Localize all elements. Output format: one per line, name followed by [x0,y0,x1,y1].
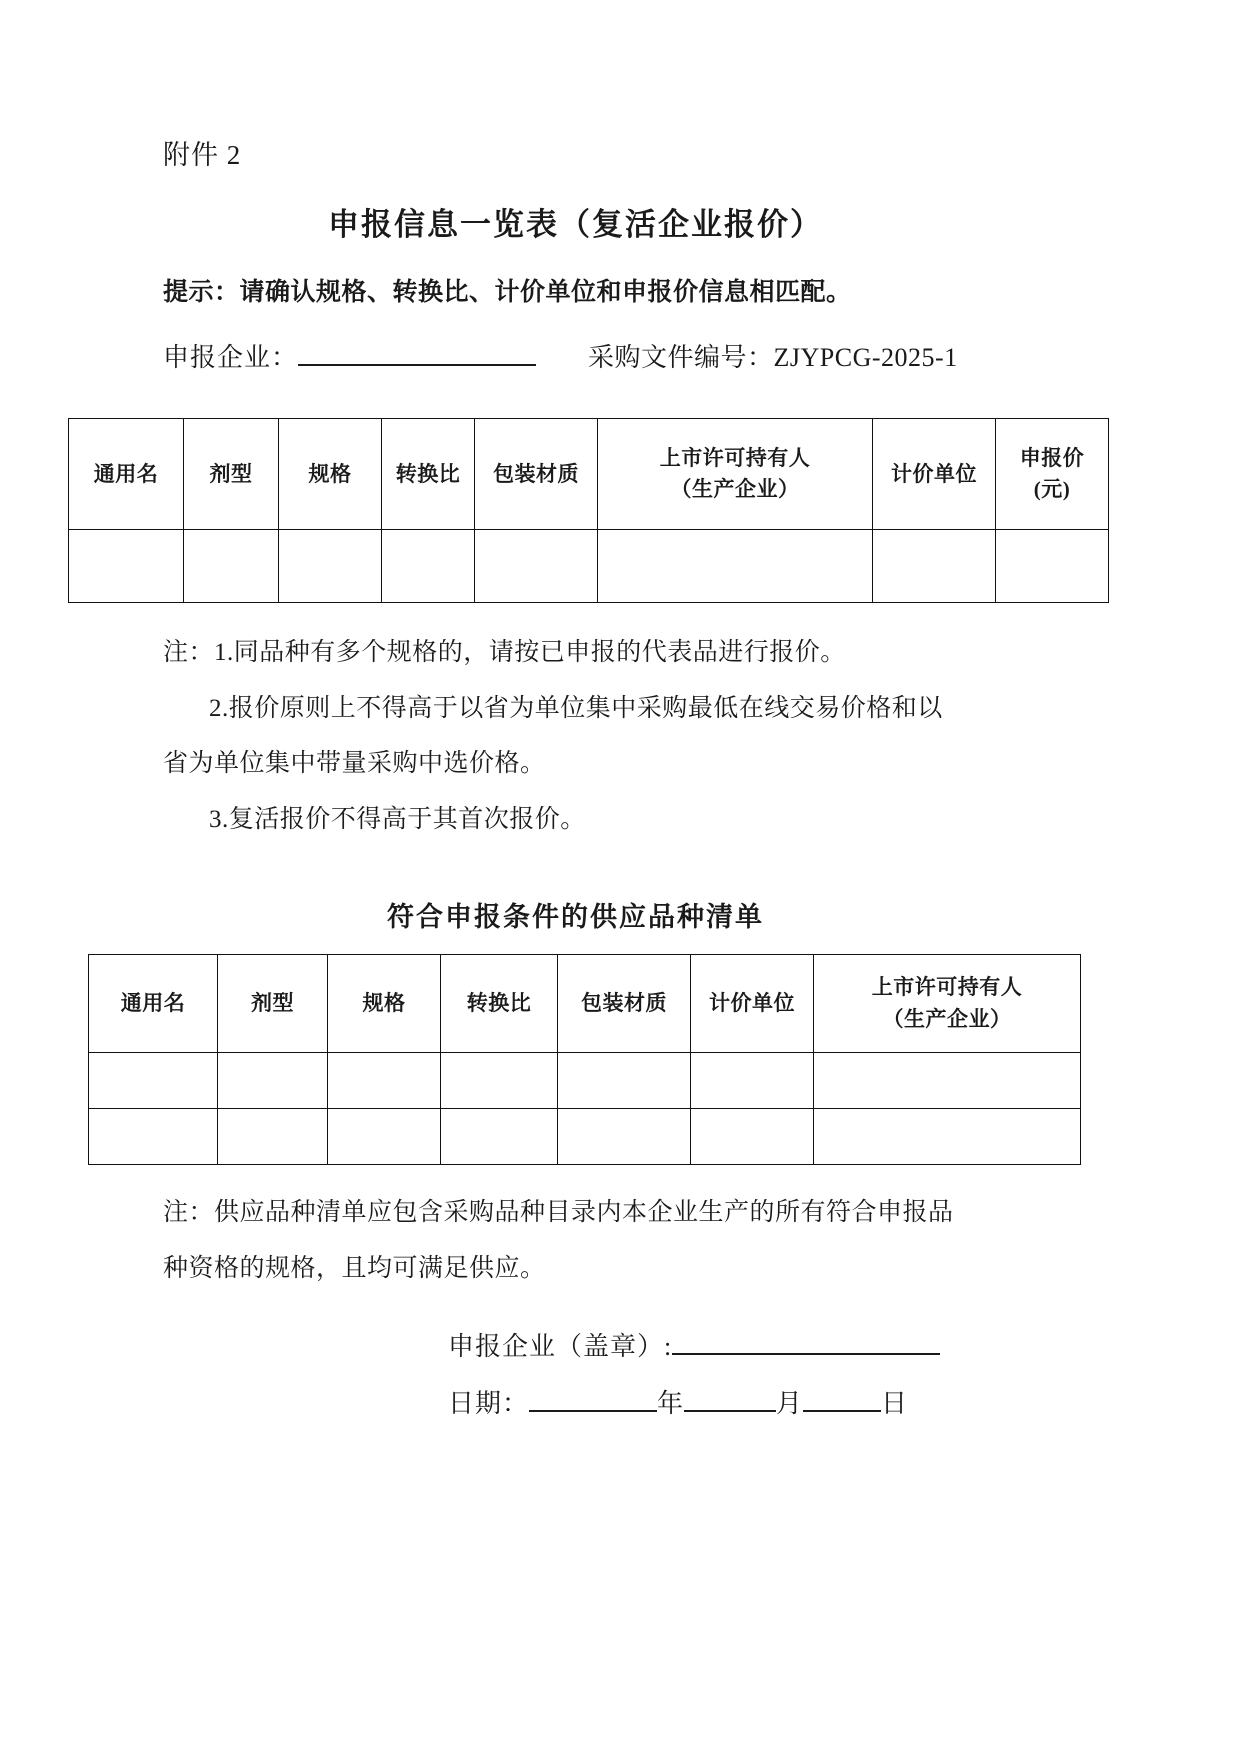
note-2-part1: 2.报价原则上不得高于以省为单位集中采购最低在线交易价格和以 [209,694,943,722]
th2-dosage-form [218,955,328,1053]
th-generic-name [69,419,184,530]
date-year-unit: 年 [657,1389,685,1419]
cell2-specification[interactable] [328,1109,441,1165]
supply-variety-list-table [88,954,1081,1165]
th-packaging-material [475,419,598,530]
th-generic-name-main: 通用名 [93,461,159,486]
company-seal-row [448,1318,1073,1375]
date-month-unit: 月 [776,1389,804,1419]
applicant-input-blank[interactable] [298,363,536,366]
table-row[interactable] [89,1109,1081,1165]
cell2-generic-name[interactable] [89,1053,218,1109]
th-specification-main: 规格 [308,461,352,486]
cell-generic-name[interactable] [69,530,184,603]
th-conversion-ratio [382,419,475,530]
prompt-note: 提示：请确认规格、转换比、计价单位和申报价信息相匹配。 [163,279,852,307]
document-content [68,0,1085,1432]
procurement-doc-label: 采购文件编号： [588,343,774,373]
th-conversion-ratio-main: 转换比 [395,461,461,486]
th2-mah-main: 上市许可持有人 [871,975,1023,1000]
company-seal-blank[interactable] [672,1352,940,1355]
th2-mah-sub: （生产企业） [882,1006,1012,1031]
cell2-marketing-authorization-holder[interactable] [814,1109,1081,1165]
cell2-conversion-ratio[interactable] [441,1053,558,1109]
th-mah-sub: （生产企业） [670,477,800,502]
th2-specification-main: 规格 [362,991,406,1016]
th2-conversion-ratio-main: 转换比 [466,991,532,1016]
cell-pricing-unit[interactable] [873,530,996,603]
date-label: 日期： [448,1389,530,1419]
date-day-blank[interactable] [803,1409,881,1412]
notes-block-2 [68,1185,1073,1296]
th2-generic-name [89,955,218,1053]
date-row [448,1375,1073,1432]
th-pricing-unit [873,419,996,530]
table-header-row [89,955,1081,1053]
cell-conversion-ratio[interactable] [382,530,475,603]
cell-declared-price[interactable] [996,530,1109,603]
th-dosage-form [184,419,279,530]
supply-note-line1: 注：供应品种清单应包含采购品种目录内本企业生产的所有符合申报品 [163,1199,954,1227]
supply-note-line2: 种资格的规格，且均可满足供应。 [163,1254,546,1282]
th2-dosage-form-main: 剂型 [251,991,294,1016]
th-mah-main: 上市许可持有人 [659,445,811,470]
th2-pricing-unit [691,955,814,1053]
th-pricing-unit-main: 计价单位 [891,461,977,486]
date-month-blank[interactable] [684,1409,776,1412]
note-1: 注：1.同品种有多个规格的，请按已申报的代表品进行报价。 [163,639,846,667]
th2-pricing-unit-main: 计价单位 [709,991,795,1016]
cell2-packaging-material[interactable] [558,1109,691,1165]
th2-packaging-material [558,955,691,1053]
cell2-packaging-material[interactable] [558,1053,691,1109]
cell2-pricing-unit[interactable] [691,1109,814,1165]
th-declared-price [996,419,1109,530]
cell2-dosage-form[interactable] [218,1053,328,1109]
table-header-row [69,419,1109,530]
company-seal-label: 申报企业（盖章）: [448,1332,673,1362]
date-day-unit: 日 [881,1389,909,1419]
applicant-form-line [68,337,1073,374]
th2-marketing-authorization-holder [814,955,1081,1053]
th-declared-price-sub: (元) [1033,477,1071,502]
date-year-blank[interactable] [529,1409,657,1412]
cell2-dosage-form[interactable] [218,1109,328,1165]
notes-block-1 [68,625,1073,847]
applicant-label: 申报企业： [163,343,299,373]
th-declared-price-main: 申报价 [1019,445,1085,470]
page-title: 申报信息一览表（复活企业报价） [328,207,823,243]
cell2-specification[interactable] [328,1053,441,1109]
table-row[interactable] [69,530,1109,603]
procurement-doc-number: ZJYPCG-2025-1 [773,343,958,373]
th2-generic-name-main: 通用名 [120,991,186,1016]
section-title-supply-list: 符合申报条件的供应品种清单 [387,902,764,933]
cell2-generic-name[interactable] [89,1109,218,1165]
th2-packaging-material-main: 包装材质 [581,991,667,1016]
cell2-pricing-unit[interactable] [691,1053,814,1109]
signature-block [68,1318,1073,1432]
table-row[interactable] [89,1053,1081,1109]
cell-specification[interactable] [279,530,382,603]
note-3: 3.复活报价不得高于其首次报价。 [209,805,586,833]
cell-marketing-authorization-holder[interactable] [598,530,873,603]
cell2-conversion-ratio[interactable] [441,1109,558,1165]
th-marketing-authorization-holder [598,419,873,530]
note-2-part2: 省为单位集中带量采购中选价格。 [163,750,546,778]
declaration-info-table [68,418,1109,603]
th2-specification [328,955,441,1053]
cell-dosage-form[interactable] [184,530,279,603]
th-packaging-material-main: 包装材质 [493,461,579,486]
th2-conversion-ratio [441,955,558,1053]
cell-packaging-material[interactable] [475,530,598,603]
attachment-label: 附件 2 [163,140,242,170]
cell2-marketing-authorization-holder[interactable] [814,1053,1081,1109]
th-specification [279,419,382,530]
th-dosage-form-main: 剂型 [209,461,253,486]
